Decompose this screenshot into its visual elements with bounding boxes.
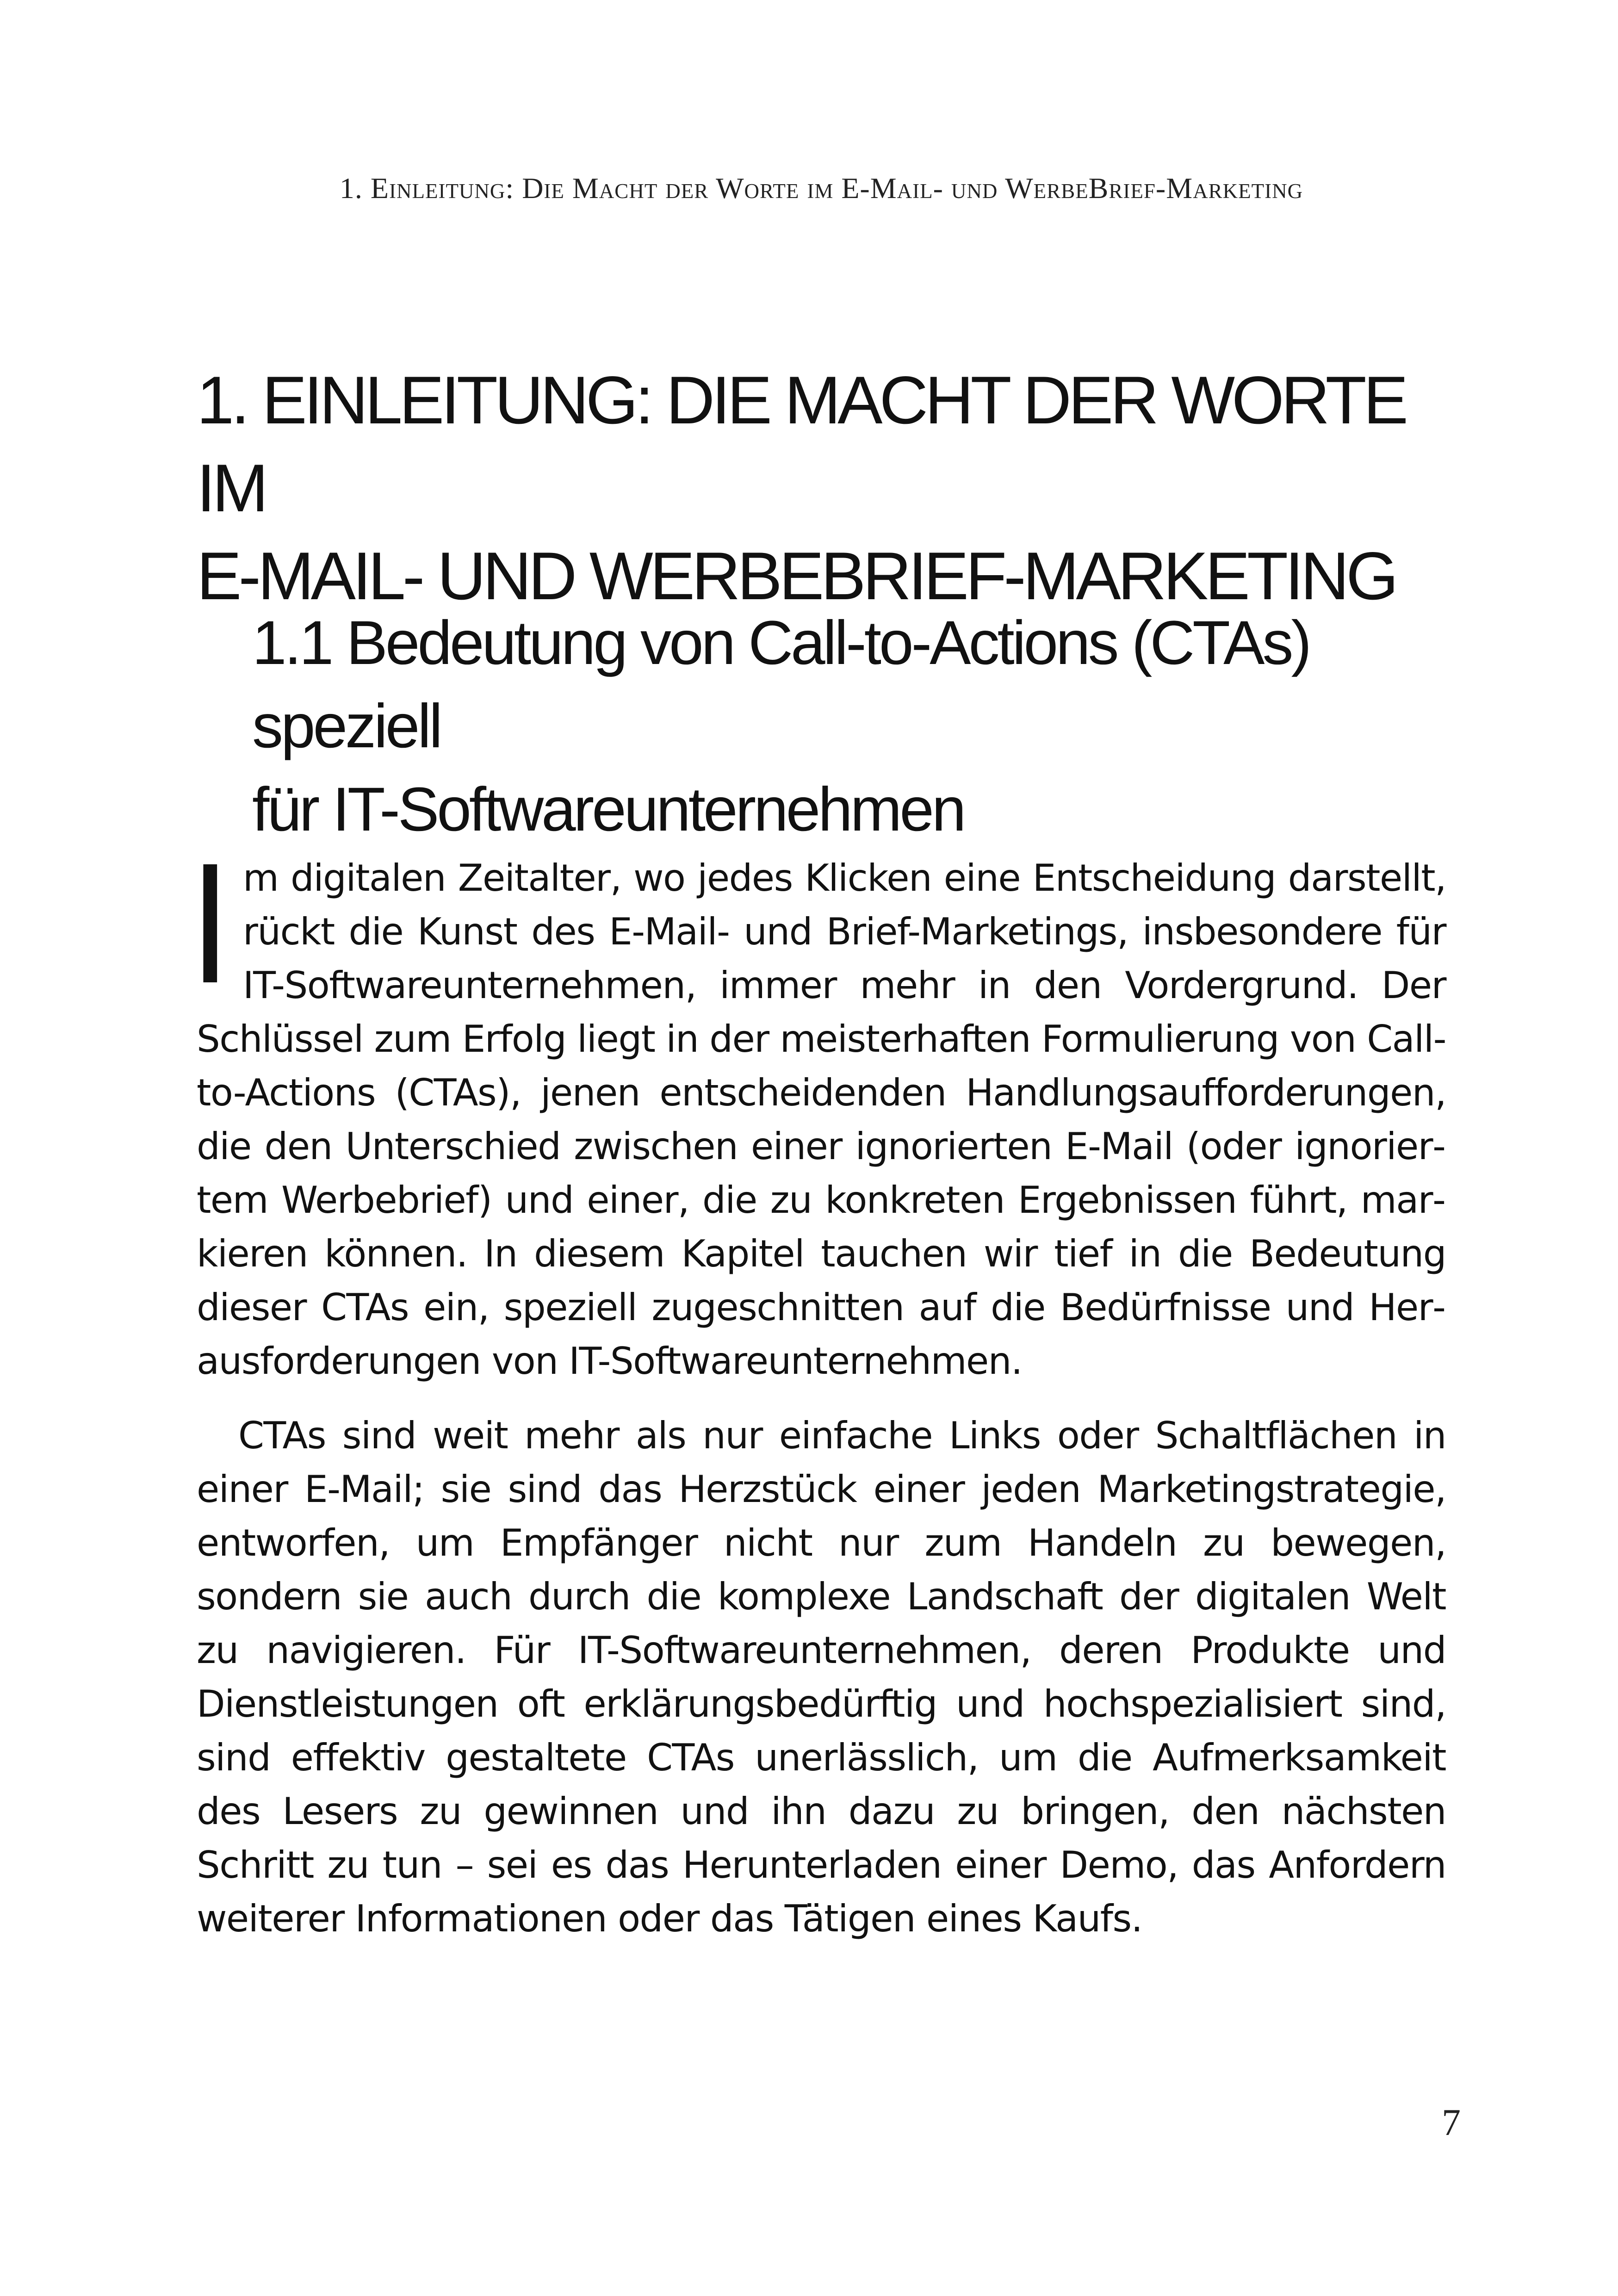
section-title-line-2: für IT-Softwareunternehmen [252,775,964,844]
page-number: 7 [1442,2101,1461,2143]
section-title [252,602,1501,851]
section-title-line-1: 1.1 Bedeutung von Call-to-Actions (CTAs) speziell [252,608,1310,761]
chapter-title-line-1: 1. EINLEITUNG: DIE MACHT DER WORTE IM [197,362,1406,526]
running-head: 1. Einleitung: Die Macht der Worte im E-Mail- und WerbeBrief-Marketing [339,172,1303,205]
drop-cap: I [197,832,223,1021]
paragraph-2: CTAs sind weit mehr als nur einfache Links oder Schaltflächen in einer E-Mail; sie sind das Herzstück einer jeden Marketingstrategie, entworfen, um Empfänger nicht nur zum Handeln zu bewegen, sondern sie auch durch die komplexe Landschaft der digitalen Welt zu navigieren. Für IT-Softwareunternehmen, deren Produkte und Dienstleistungen oft erklärungsbedürftig und hochspezialisiert sind, sind effektiv gestaltete CTAs unerlässlich, um die Aufmerksamkeit des Lesers zu gewinnen und ihn dazu zu bringen, den nächsten Schritt zu tun – sei es das Herunterladen einer Demo, das Anfordern weiterer Informationen oder das Tätigen eines Kaufs. [197,1414,1446,1940]
paragraph-1-text: m digitalen Zeitalter, wo jedes Klicken eine Entscheidung darstellt, rückt die Kunst des E-Mail- und Brief-Marketings, insbesondere für IT-Softwareunternehmen, immer mehr in den Vordergrund. Der Schlüssel zum Erfolg liegt in der meisterhaften Formulierung von Call-to-Actions (CTAs), jenen entscheidenden Handlungsaufforderungen, die den Unterschied zwischen einer ignorierten E-Mail (oder ignoriertem Werbebrief) und einer, die zu konkreten Ergebnissen führt, markieren können. In diesem Kapitel tauchen wir tief in die Bedeutung dieser CTAs ein, speziell zugeschnitten auf die Bedürfnisse und Herausforderungen von IT-Softwareunternehmen. [197,856,1446,1383]
chapter-title-line-2: E-MAIL- UND WERBEBRIEF-MARKETING [197,538,1395,614]
chapter-title [197,356,1474,620]
paragraph-1 [197,832,1446,1388]
